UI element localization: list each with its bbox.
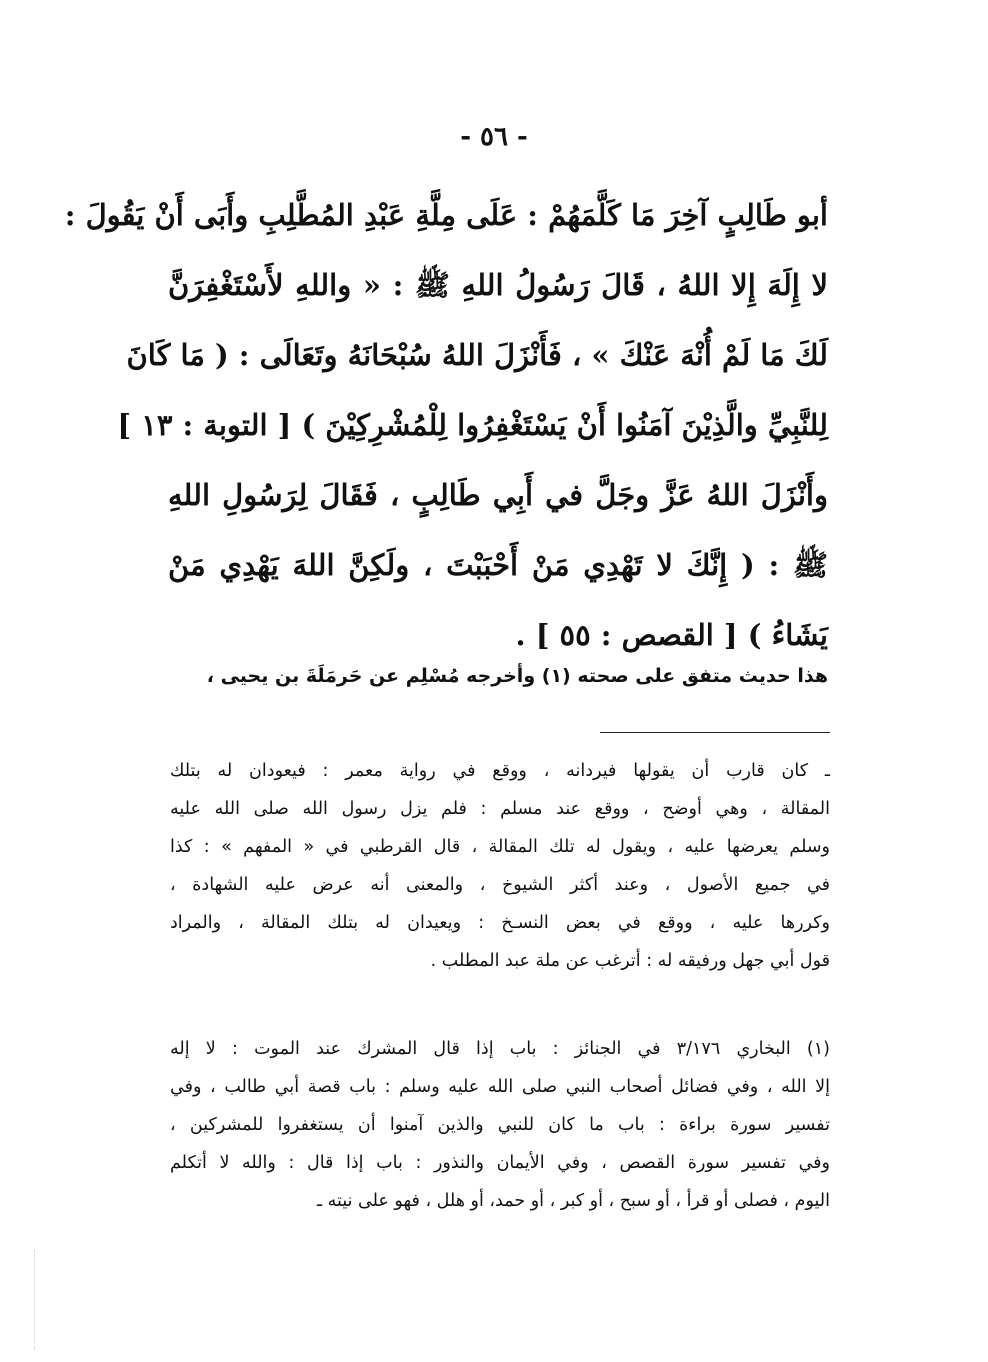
hadith-summary: هذا حديث متفق على صحته (١) وأخرجه مُسْلِم عن حَرمَلَةَ بن يحيى ،: [206, 665, 828, 687]
main-text-line: لَكَ مَا لَمْ أُنْهَ عَنْكَ » ، فَأَنْزَلَ اللهُ سُبْحَانَهُ وتَعَالَى : ( مَا كَانَ: [126, 338, 828, 372]
main-text-line: لِلنَّبِيِّ والَّذِيْنَ آمَنُوا أَنْ يَسْتَغْفِرُوا لِلْمُشْرِكِيْنَ ) [ التوبة : ١٣ ]: [117, 408, 828, 442]
main-text-line: لا إِلَهَ إِلا اللهُ ، قَالَ رَسُولُ اللهِ ﷺ : « واللهِ لأَسْتَغْفِرَنَّ: [168, 268, 828, 302]
footnote-continuation: [170, 752, 830, 980]
footnote-line: وفي تفسير سورة القصص ، وفي الأيمان والنذور : باب إذا قال : والله لا أتكلم: [170, 1153, 830, 1173]
main-text-line: وأَنْزَلَ اللهُ عَزَّ وجَلَّ في أَبِي طَالِبٍ ، فَقَالَ لِرَسُولِ اللهِ: [168, 478, 828, 512]
footnote-line: إلا الله ، وفي فضائل أصحاب النبي صلى الله عليه وسلم : باب قصة أبي طالب ، وفي: [170, 1077, 830, 1097]
footnote-line: وسلم يعرضها عليه ، ويقول له تلك المقالة ، قال القرطبي في « المفهم » : كذا: [170, 837, 830, 857]
footnote-line: اليوم ، فصلى أو قرأ ، أو سبح ، أو كبر ، أو حمد، أو هلل ، فهو على نيته ـ: [316, 1191, 830, 1211]
footnote-line: (١) البخاري ٣/١٧٦ في الجنائز : باب إذا قال المشرك عند الموت : لا إله: [170, 1039, 830, 1059]
footnote-line: وكررها عليه ، ووقع في بعض النسـخ : ويعيدان له بتلك المقالة ، والمراد: [170, 913, 830, 933]
footnote-line: المقالة ، وهي أوضح ، ووقع عند مسلم : فلم يزل رسول الله صلى الله عليه: [170, 799, 830, 819]
footnote-line: تفسير سورة براءة : باب ما كان للنبي والذين آمنوا أن يستغفروا للمشركين ،: [170, 1115, 830, 1135]
main-text-line: يَشَاءُ ) [ القصص : ٥٥ ] .: [515, 618, 828, 652]
main-text-line: ﷺ : ( إِنَّكَ لا تَهْدِي مَنْ أَحْبَبْتَ ، ولَكِنَّ اللهَ يَهْدِي مَنْ: [168, 548, 828, 582]
main-text: [64, 180, 828, 670]
footnote-line: ـ كان قارب أن يقولها فيردانه ، ووقع في رواية معمر : فيعودان له بتلك: [170, 761, 830, 781]
main-text-line: أبو طَالِبٍ آخِرَ مَا كَلَّمَهُمْ : عَلَى مِلَّةِ عَبْدِ المُطَّلِبِ وأَبَى أَنْ يَقُولَ :: [64, 198, 828, 232]
page-number: - ٥٦ -: [460, 122, 528, 152]
scan-margin-mark: [34, 1250, 35, 1350]
footnote-separator: [600, 732, 830, 733]
footnote-1: [170, 1030, 830, 1220]
footnote-line: قول أبي جهل ورفيقه له : أترغب عن ملة عبد المطلب .: [430, 951, 830, 971]
footnote-line: في جميع الأصول ، وعند أكثر الشيوخ ، والمعنى أنه عرض عليه الشهادة ،: [170, 875, 830, 895]
